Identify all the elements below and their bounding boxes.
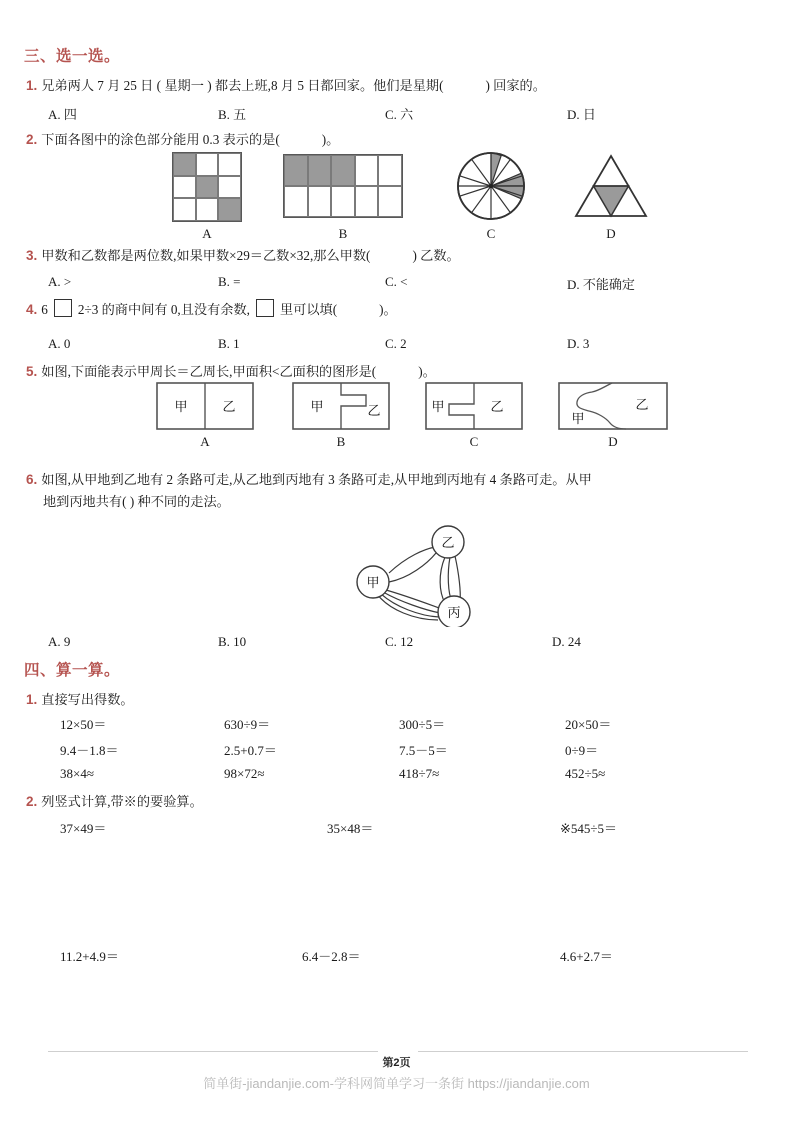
figure-2d-triangle [572,150,650,222]
figure-2a-grid [172,152,242,222]
figure-5b [292,382,390,430]
question-4-option-b[interactable]: B. 1 [218,336,240,351]
cell [308,186,332,217]
calc-item[interactable]: 6.4－2.8＝ [302,949,361,964]
footer-divider-left [48,1051,378,1052]
calc-item[interactable]: 630÷9＝ [224,717,271,732]
figure-2b-label: B [338,226,348,241]
question-6-option-b[interactable]: B. 10 [218,634,247,649]
cell [355,155,379,186]
calc-item[interactable]: 11.2+4.9＝ [60,949,119,964]
question-2-text-tail: )。 [321,132,340,147]
question-1-text: 兄弟两人 7 月 25 日 ( 星期一 ) 都去上班,8 月 5 日都回家。他们是星期( [41,78,444,93]
question-4-text-pre: 6 [41,302,48,317]
cell [331,155,355,186]
graph-node-jia-label: 甲 [366,575,380,590]
calc-question-2-number: 2. [26,794,38,809]
question-3-text-tail: ) 乙数。 [412,248,460,263]
figure-5b-label: B [336,434,346,449]
question-4-text-mid: 2÷3 的商中间有 0,且没有余数, [77,302,250,317]
cell [218,198,241,221]
cell [218,176,241,199]
question-6-option-c[interactable]: C. 12 [385,634,414,649]
svg-text:甲: 甲 [431,399,445,414]
question-1-option-b[interactable]: B. 五 [218,107,247,122]
question-5-text-tail: )。 [418,364,436,379]
figure-2d-label: D [606,226,616,241]
graph-node-bing-label: 丙 [447,605,461,620]
question-2-text: 下面各图中的涂色部分能用 0.3 表示的是( [41,132,280,147]
calc-item[interactable]: 300÷5＝ [399,717,446,732]
question-4-text-post: 里可以填( [279,302,338,317]
figure-5d-label: D [608,434,618,449]
cell [196,198,219,221]
question-3-text: 甲数和乙数都是两位数,如果甲数×29＝乙数×32,那么甲数( [41,248,371,263]
svg-text:乙: 乙 [222,399,236,414]
question-4-option-a[interactable]: A. 0 [48,336,71,351]
cell [331,186,355,217]
figure-2b-grid [283,154,403,218]
page-number: 第2页 [382,1057,411,1069]
cell [218,153,241,176]
cell [378,186,402,217]
calc-item[interactable]: 20×50＝ [565,717,612,732]
cell [284,186,308,217]
calc-item[interactable]: ※545÷5＝ [560,821,618,836]
calc-item[interactable]: 35×48＝ [327,821,374,836]
question-1-option-d[interactable]: D. 日 [567,107,596,122]
question-3 [26,246,460,266]
question-4-number: 4. [26,302,38,317]
calc-item[interactable]: 4.6+2.7＝ [560,949,613,964]
question-2-number: 2. [26,132,38,147]
question-4-option-c[interactable]: C. 2 [385,336,407,351]
cell [284,155,308,186]
calc-item[interactable]: 9.4－1.8＝ [60,743,119,758]
figure-2a-label: A [202,226,212,241]
question-1-number: 1. [26,78,38,93]
calc-item[interactable]: 452÷5≈ [565,766,606,781]
cell [173,153,196,176]
cell [378,155,402,186]
question-4-digit-box-1[interactable] [54,299,72,317]
question-1-text-tail: ) 回家的。 [485,78,546,93]
cell [196,153,219,176]
svg-text:乙: 乙 [635,397,649,412]
question-6-option-a[interactable]: A. 9 [48,634,71,649]
calc-item[interactable]: 2.5+0.7＝ [224,743,277,758]
calc-question-2 [26,792,203,812]
calc-item[interactable]: 37×49＝ [60,821,107,836]
cell [355,186,379,217]
graph-node-yi-label: 乙 [441,535,455,550]
question-3-option-b[interactable]: B. = [218,274,241,289]
cell [173,176,196,199]
svg-text:甲: 甲 [310,399,324,414]
calc-item[interactable]: 0÷9＝ [565,743,599,758]
figure-2c-pie [455,150,527,222]
question-6-option-d[interactable]: D. 24 [552,634,581,649]
question-3-number: 3. [26,248,38,263]
figure-2c-label: C [486,226,496,241]
calc-item[interactable]: 98×72≈ [224,766,265,781]
question-1-option-c[interactable]: C. 六 [385,107,414,122]
watermark-text: 简单街-jiandanjie.com-学科网简单学习一条街 https://jiandanjie.com [203,1076,590,1091]
calc-item[interactable]: 12×50＝ [60,717,107,732]
question-6 [26,470,592,490]
question-3-option-c[interactable]: C. < [385,274,408,289]
question-5-text: 如图,下面能表示甲周长＝乙周长,甲面积<乙面积的图形是( [41,364,377,379]
calc-item[interactable]: 38×4≈ [60,766,94,781]
question-3-option-a[interactable]: A. > [48,274,72,289]
cell [173,198,196,221]
calc-item[interactable]: 7.5－5＝ [399,743,448,758]
question-4-option-d[interactable]: D. 3 [567,336,590,351]
question-3-option-d[interactable]: D. 不能确定 [567,277,635,292]
question-4 [26,299,397,320]
figure-5d [558,382,668,430]
svg-text:甲: 甲 [174,399,188,414]
svg-text:乙: 乙 [490,399,504,414]
question-6-text-line1: 如图,从甲地到乙地有 2 条路可走,从乙地到丙地有 3 条路可走,从甲地到丙地有 4 条路可走。从甲 [41,472,592,487]
footer-divider-right [418,1051,748,1052]
cell [196,176,219,199]
question-5 [26,362,436,382]
figure-5c-label: C [469,434,479,449]
figure-6-route-graph [335,522,490,627]
figure-5a [156,382,254,430]
calc-question-1 [26,690,134,710]
calc-question-1-title: 直接写出得数。 [41,692,134,707]
question-6-number: 6. [26,472,38,487]
question-5-number: 5. [26,364,38,379]
cell [308,155,332,186]
section-heading-calc: 四、算一算。 [24,662,121,679]
section-heading-choice: 三、选一选。 [24,48,121,65]
figure-5a-label: A [200,434,210,449]
calc-question-1-number: 1. [26,692,38,707]
question-4-digit-box-2[interactable] [256,299,274,317]
question-2 [26,130,339,150]
calc-item[interactable]: 418÷7≈ [399,766,440,781]
svg-text:乙: 乙 [367,403,381,418]
question-6-text-line2: 地到丙地共有( ) 种不同的走法。 [43,494,230,509]
calc-question-2-title: 列竖式计算,带※的要验算。 [41,794,203,809]
question-1-option-a[interactable]: A. 四 [48,107,77,122]
svg-text:甲: 甲 [571,411,585,426]
question-4-text-end: )。 [379,302,397,317]
figure-5c [425,382,523,430]
question-1 [26,76,546,96]
